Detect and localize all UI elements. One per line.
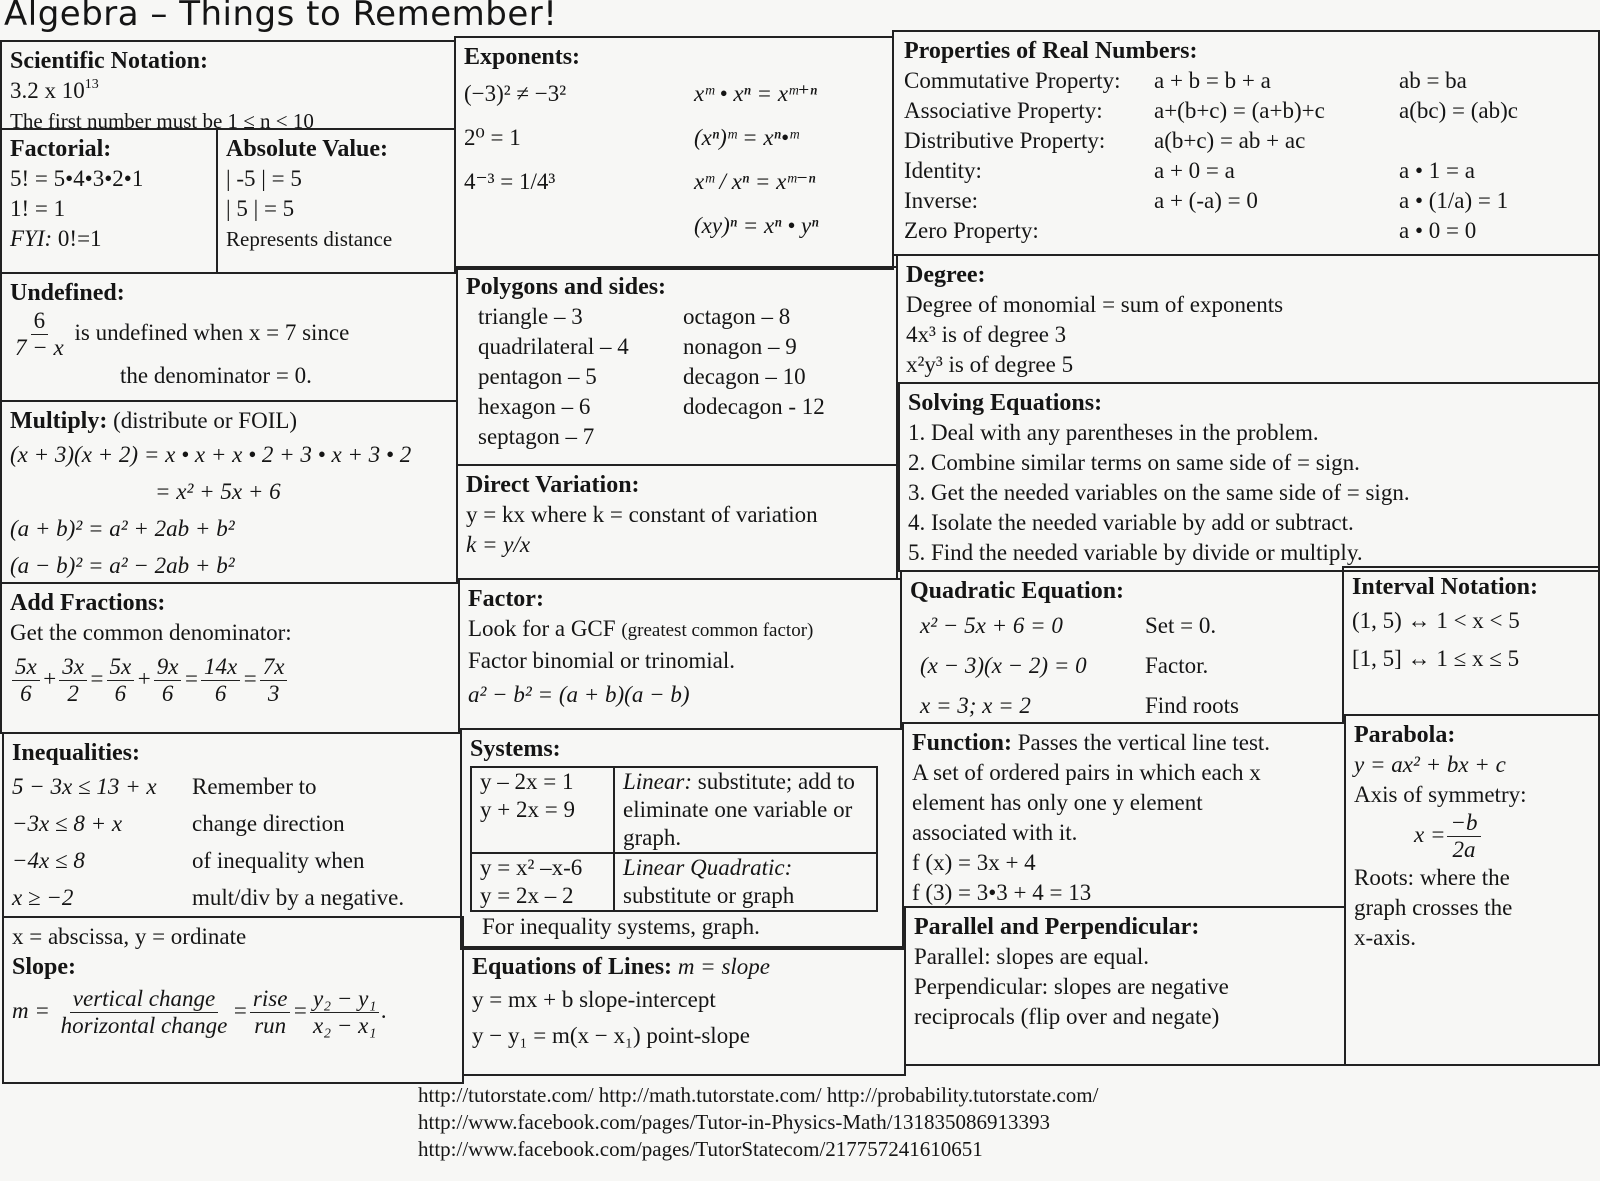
property-mult: a • (1/a) = 1: [1399, 188, 1509, 213]
inequality-note: Remember to: [192, 774, 317, 799]
properties-box: [892, 30, 1600, 256]
systems-method: [614, 767, 877, 853]
operator: =: [242, 665, 258, 691]
direct-variation-heading: Direct Variation:: [466, 472, 640, 498]
exponent-rule: (xⁿ)ᵐ = xⁿ•ᵐ: [694, 125, 799, 150]
sci-base: 3.2 x 10: [10, 78, 85, 103]
solving-step: 4. Isolate the needed variable by add or subtract.: [908, 510, 1354, 535]
footer-links: [418, 1082, 1098, 1163]
property-mult: a • 0 = 0: [1399, 218, 1477, 243]
denominator: run: [254, 1013, 287, 1038]
quadratic-heading: Quadratic Equation:: [910, 578, 1125, 604]
numerator: y₂ − y₁: [310, 986, 379, 1013]
function-line: element has only one y element: [912, 790, 1203, 815]
property-add: a(b+c) = ab + ac: [1154, 128, 1306, 153]
systems-heading: Systems:: [470, 736, 561, 762]
degree-line: x²y³ is of degree 5: [906, 352, 1074, 377]
exponents-left-column: [464, 72, 654, 248]
fyi-value: 0!=1: [57, 226, 102, 251]
method-label: Linear Quadratic:: [623, 855, 793, 880]
interval-line: (1, 5) ↔ 1 < x < 5: [1352, 608, 1520, 633]
fraction: [58, 986, 231, 1039]
numerator: 14x: [201, 654, 240, 681]
polygon-item: hexagon – 6: [478, 394, 591, 419]
quadratic-note: Set = 0.: [1145, 613, 1217, 638]
exponent-rule: (xy)ⁿ = xⁿ • yⁿ: [694, 213, 819, 238]
factor-line: a² − b² = (a + b)(a − b): [468, 682, 690, 707]
property-mult: a(bc) = (ab)c: [1399, 98, 1518, 123]
parallel-line: reciprocals (flip over and negate): [914, 1004, 1220, 1029]
systems-equations: [471, 767, 614, 853]
fraction: [12, 654, 40, 707]
function-line: f (x) = 3x + 4: [912, 850, 1036, 875]
degree-heading: Degree:: [906, 262, 986, 288]
quadratic-note: Factor.: [1145, 653, 1209, 678]
property-name: Inverse:: [904, 188, 979, 213]
property-name: Associative Property:: [904, 98, 1103, 123]
undefined-box: [0, 272, 458, 402]
property-mult: a • 1 = a: [1399, 158, 1475, 183]
operator: +: [41, 665, 58, 691]
property-add: a+(b+c) = (a+b)+c: [1154, 98, 1325, 123]
property-mult: [1399, 126, 1599, 156]
exponent-rule: xᵐ / xⁿ = xᵐ⁻ⁿ: [694, 169, 816, 194]
polygon-item: quadrilateral – 4: [478, 334, 629, 359]
equations-of-lines-box: [462, 946, 906, 1076]
exponents-box: [454, 36, 894, 270]
denominator: 6: [114, 681, 127, 706]
parabola-heading: Parabola:: [1354, 722, 1456, 748]
absolute-line: | 5 | = 5: [226, 196, 295, 221]
scientific-notation-box: [0, 40, 456, 133]
function-line: f (3) = 3•3 + 4 = 13: [912, 880, 1092, 905]
numerator: 6: [31, 308, 49, 335]
inequality-note: of inequality when: [192, 848, 365, 873]
polygon-item: decagon – 10: [683, 364, 806, 389]
table-row: [471, 767, 877, 853]
numerator: 5x: [12, 654, 40, 681]
function-header: [912, 728, 1336, 758]
factor-line: Factor binomial or trinomial.: [468, 648, 736, 673]
inequality-step: −3x ≤ 8 + x: [12, 811, 123, 836]
exponent-rule: xᵐ • xⁿ = xᵐ⁺ⁿ: [694, 81, 818, 106]
undefined-fraction: [12, 308, 67, 361]
property-add: [1154, 216, 1399, 246]
fraction: [107, 654, 135, 707]
polygon-item: pentagon – 5: [478, 364, 597, 389]
multiply-box: [0, 400, 458, 584]
numerator: 9x: [154, 654, 182, 681]
fraction: [310, 986, 379, 1039]
interval-line: [1, 5] ↔ 1 ≤ x ≤ 5: [1352, 646, 1520, 671]
property-name: Zero Property:: [904, 218, 1039, 243]
add-fractions-equation: [10, 654, 450, 707]
fraction: [1447, 810, 1480, 863]
operator: +: [136, 665, 152, 691]
factorial-box: [0, 128, 218, 274]
scientific-example: [10, 76, 446, 106]
quadratic-grid: [910, 606, 1334, 726]
direct-variation-box: [456, 464, 898, 580]
undefined-text2: the denominator = 0.: [120, 363, 312, 388]
polygons-box: [456, 266, 898, 466]
equation: y + 2x = 9: [480, 797, 575, 822]
equation: y – 2x = 1: [480, 769, 574, 794]
operator: =: [183, 665, 199, 691]
polygon-item: octagon – 8: [683, 304, 791, 329]
exponent-rule: (−3)² ≠ −3²: [464, 81, 567, 106]
undefined-text: is undefined when x = 7 since: [74, 319, 350, 345]
slope-note: m = slope: [677, 954, 770, 979]
scientific-rule: The first number must be 1 ≤ n < 10: [10, 109, 314, 133]
inequality-note: mult/div by a negative.: [192, 885, 405, 910]
systems-note: For inequality systems, graph.: [482, 914, 760, 939]
method-desc: substitute; add to eliminate one variable or graph.: [623, 769, 855, 850]
solving-step: 1. Deal with any parentheses in the problem.: [908, 420, 1319, 445]
sci-exponent: 13: [84, 77, 99, 92]
properties-heading: Properties of Real Numbers:: [904, 38, 1198, 64]
systems-equations: [471, 853, 614, 911]
multiply-header: [10, 406, 448, 436]
gcf-explanation: (greatest common factor): [621, 620, 814, 641]
footer-link[interactable]: http://tutorstate.com/ http://math.tutorstate.com/ http://probability.tutorstate.com/: [418, 1083, 1099, 1107]
add-fractions-box: [0, 582, 460, 734]
parallel-line: Parallel: slopes are equal.: [914, 944, 1150, 969]
polygon-item: nonagon – 9: [683, 334, 797, 359]
multiply-heading: Multiply:: [10, 408, 108, 434]
inequalities-heading: Inequalities:: [12, 740, 141, 766]
equations-of-lines-heading: Equations of Lines:: [472, 954, 673, 980]
fraction: [59, 654, 87, 707]
factor-heading: Factor:: [468, 586, 544, 612]
function-box: [902, 722, 1346, 908]
roots-line: x-axis.: [1354, 925, 1416, 950]
roots-line: graph crosses the: [1354, 895, 1513, 920]
exponents-right-column: [654, 72, 884, 248]
inequality-step: 5 − 3x ≤ 13 + x: [12, 774, 157, 799]
fraction: [260, 654, 288, 707]
exponent-rule: 2⁰ = 1: [464, 125, 521, 150]
solving-step: 3. Get the needed variables on the same side of = sign.: [908, 480, 1410, 505]
roots-line: Roots: where the: [1354, 865, 1510, 890]
direct-variation-line: y = kx where k = constant of variation: [466, 502, 818, 527]
method-label: Linear:: [623, 769, 692, 794]
numerator: rise: [250, 986, 291, 1013]
quadratic-step: x = 3; x = 2: [920, 693, 1031, 718]
axis-of-symmetry: Axis of symmetry:: [1354, 782, 1527, 807]
solving-step: 2. Combine similar terms on same side of = sign.: [908, 450, 1360, 475]
denominator: 2a: [1452, 837, 1476, 862]
line-equation: y − y₁ = m(x − x₁) point-slope: [472, 1023, 750, 1048]
page-title: Algebra – Things to Remember!: [4, 0, 558, 34]
scientific-notation-heading: Scientific Notation:: [10, 48, 208, 74]
denominator: 6: [20, 681, 32, 706]
fraction: [250, 986, 291, 1039]
denominator: 7 − x: [15, 335, 64, 360]
property-name: Distributive Property:: [904, 128, 1106, 153]
denominator: x₂ − x₁: [312, 1013, 377, 1038]
property-add: a + b = b + a: [1154, 68, 1271, 93]
gcf-text: Look for a GCF: [468, 616, 616, 641]
numerator: 7x: [260, 654, 288, 681]
parabola-box: [1344, 714, 1600, 1066]
denominator: 6: [161, 681, 174, 706]
property-name: Identity:: [904, 158, 982, 183]
fyi-label: FYI:: [10, 226, 53, 251]
absolute-line: Represents distance: [226, 227, 393, 251]
inequalities-grid: [12, 768, 452, 916]
denominator: 3: [267, 681, 280, 706]
function-line: associated with it.: [912, 820, 1078, 845]
add-fractions-heading: Add Fractions:: [10, 590, 166, 616]
function-heading: Function:: [912, 730, 1013, 756]
multiply-line: (a − b)² = a² − 2ab + b²: [10, 553, 235, 578]
interval-notation-box: [1342, 566, 1600, 716]
denominator: 6: [214, 681, 227, 706]
axis-x: x =: [1414, 821, 1446, 847]
denominator: horizontal change: [60, 1013, 228, 1038]
direct-variation-line: k = y/x: [466, 532, 531, 557]
undefined-heading: Undefined:: [10, 280, 125, 306]
undefined-line: [10, 308, 448, 361]
polygon-item: triangle – 3: [478, 304, 583, 329]
abscissa-ordinate: x = abscissa, y = ordinate: [12, 924, 247, 949]
property-add: a + 0 = a: [1154, 158, 1235, 183]
degree-line: 4x³ is of degree 3: [906, 322, 1067, 347]
degree-box: [896, 254, 1600, 384]
interval-heading: Interval Notation:: [1352, 574, 1538, 600]
absolute-value-box: [216, 128, 456, 274]
multiply-line: = x² + 5x + 6: [155, 479, 281, 504]
numerator: −b: [1447, 810, 1480, 837]
parabola-equation: y = ax² + bx + c: [1354, 752, 1506, 777]
multiply-line: (a + b)² = a² + 2ab + b²: [10, 516, 235, 541]
absolute-line: | -5 | = 5: [226, 166, 302, 191]
factorial-line: 5! = 5•4•3•2•1: [10, 166, 144, 191]
inequality-step: −4x ≤ 8: [12, 848, 85, 873]
factorial-line: 1! = 1: [10, 196, 66, 221]
numerator: 3x: [59, 654, 87, 681]
systems-box: [460, 728, 904, 950]
exponent-rule: 4⁻³ = 1/4³: [464, 169, 556, 194]
slope-heading: Slope:: [12, 954, 77, 980]
properties-grid: [904, 66, 1590, 246]
factor-line: [468, 614, 892, 646]
multiply-line: (x + 3)(x + 2) = x • x + x • 2 + 3 • x + 3 • 2: [10, 442, 412, 467]
table-row: [471, 853, 877, 911]
add-fractions-text: Get the common denominator:: [10, 620, 292, 645]
numerator: vertical change: [70, 986, 218, 1013]
polygons-right-column: [683, 302, 888, 452]
line-equation: y = mx + b slope-intercept: [472, 987, 716, 1012]
property-name: Commutative Property:: [904, 68, 1121, 93]
polygons-left-column: [478, 302, 683, 452]
operator: =: [88, 665, 105, 691]
property-add: a + (-a) = 0: [1154, 188, 1258, 213]
polygon-item: dodecagon - 12: [683, 394, 825, 419]
footer-link[interactable]: http://www.facebook.com/pages/TutorStatecom/217757241610651: [418, 1137, 983, 1161]
systems-table: [470, 766, 878, 912]
quadratic-step: x² − 5x + 6 = 0: [920, 613, 1063, 638]
equation: y = x² –x-6: [480, 855, 583, 880]
numerator: 5x: [107, 654, 135, 681]
factorial-fyi: [10, 224, 208, 254]
polygons-heading: Polygons and sides:: [466, 274, 667, 300]
parallel-line: Perpendicular: slopes are negative: [914, 974, 1229, 999]
method-desc: substitute or graph: [623, 883, 795, 908]
equation: y = 2x – 2: [480, 883, 574, 908]
polygon-item: septagon – 7: [478, 424, 595, 449]
parallel-perpendicular-box: [904, 906, 1346, 1066]
property-mult: ab = ba: [1399, 68, 1467, 93]
solving-heading: Solving Equations:: [908, 390, 1103, 416]
fraction: [201, 654, 240, 707]
axis-formula: [1354, 810, 1590, 863]
slope-formula: m = $\frac{\text{vertical change}}{\text{horizontal change}}$ = $\frac{\text{rise}}{\text{run}}$ = $\frac{\text{y₂ − y₁}}{\text{x₂ − x₁}}$ .: [12, 986, 388, 1038]
footer-link[interactable]: http://www.facebook.com/pages/Tutor-in-Physics-Math/131835086913393: [418, 1110, 1051, 1134]
factor-box: [458, 578, 902, 730]
inequality-step: x ≥ −2: [12, 885, 74, 910]
fraction: [154, 654, 182, 707]
quadratic-step: (x − 3)(x − 2) = 0: [920, 653, 1087, 678]
factorial-heading: Factorial:: [10, 136, 112, 162]
degree-line: Degree of monomial = sum of exponents: [906, 292, 1284, 317]
solving-step: 5. Find the needed variable by divide or multiply.: [908, 540, 1363, 565]
quadratic-box: [900, 570, 1344, 724]
quadratic-note: Find roots: [1145, 693, 1239, 718]
inequalities-box: [2, 732, 462, 918]
systems-method: [614, 853, 877, 911]
slope-m: m =: [12, 997, 50, 1023]
exponents-heading: Exponents:: [464, 44, 581, 70]
function-definition: Passes the vertical line test.: [1012, 730, 1271, 755]
parallel-heading: Parallel and Perpendicular:: [914, 914, 1200, 940]
function-line: A set of ordered pairs in which each x: [912, 760, 1261, 785]
solving-equations-box: [898, 382, 1600, 572]
multiply-subheading: (distribute or FOIL): [113, 408, 298, 433]
absolute-value-heading: Absolute Value:: [226, 136, 389, 162]
lines-header: [472, 952, 896, 982]
denominator: 2: [67, 681, 79, 706]
inequality-note: change direction: [192, 811, 345, 836]
slope-box: [2, 916, 464, 1084]
